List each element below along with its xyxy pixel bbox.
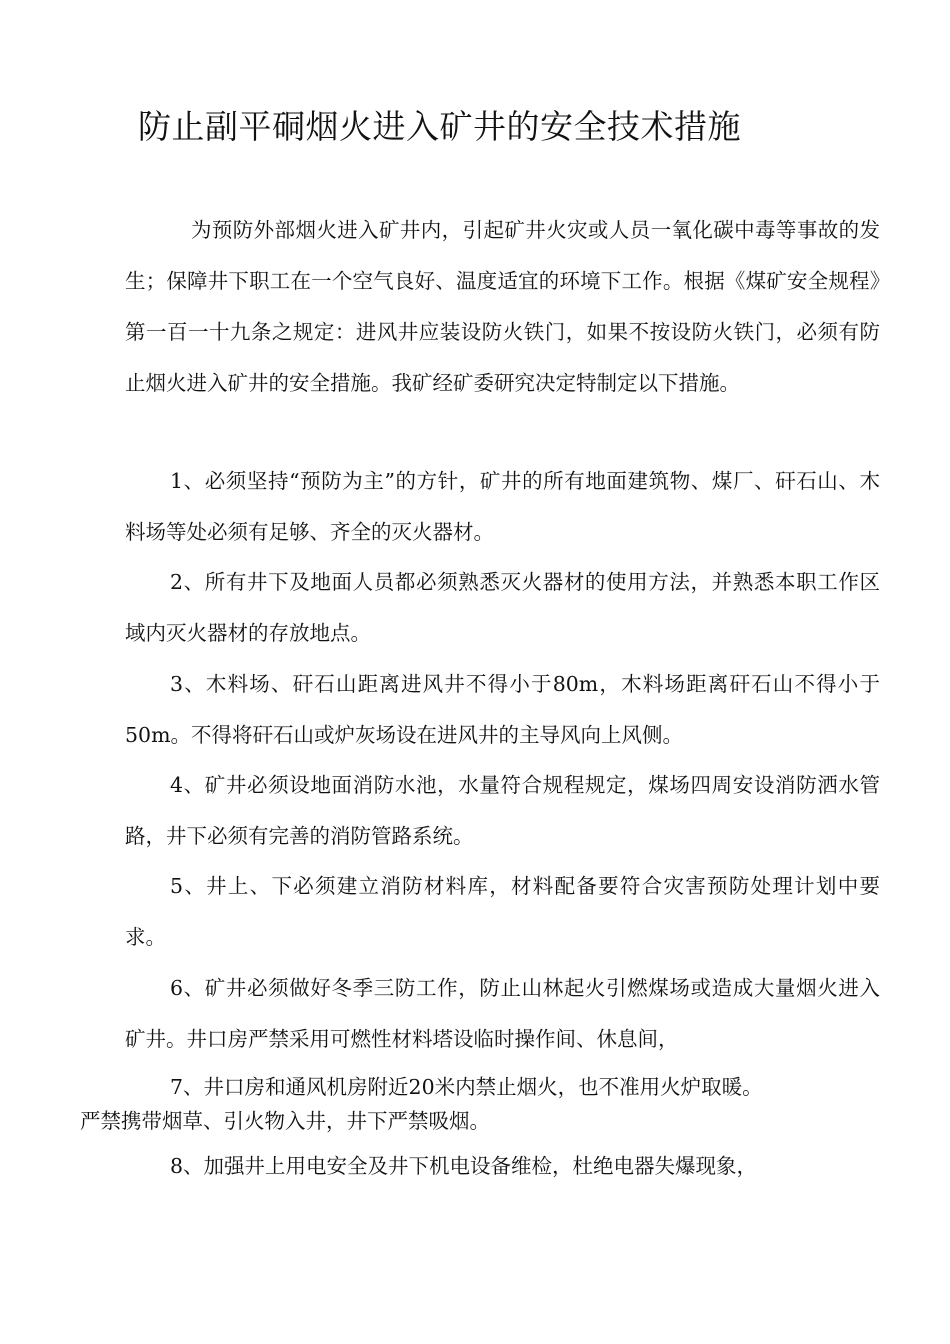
measure-item-4: 4、矿井必须设地面消防水池，水量符合规程规定，煤场四周安设消防洒水管路，井下必须有完善的消防管路系统。 [125, 773, 880, 848]
measure-item-8: 8、加强井上用电安全及井下机电设备维检，杜绝电器失爆现象， [170, 1154, 758, 1178]
measure-item-3: 3、木料场、矸石山距离进风井不得小于80m，木料场距离矸石山不得小于50m。不得将矸石山或炉灰场设在进风井的主导风向上风侧。 [125, 672, 880, 747]
measure-item-6: 6、矿井必须做好冬季三防工作，防止山林起火引燃煤场或造成大量烟火进入矿井。井口房严禁采用可燃性材料塔设临时操作间、休息间， [125, 976, 880, 1051]
measure-item-7-line-2: 严禁携带烟草、引火物入井，井下严禁吸烟。 [80, 1109, 490, 1133]
intro-paragraph: 为预防外部烟火进入矿井内，引起矿井火灾或人员一氧化碳中毒等事故的发生；保障井下职工在一个空气良好、温度适宜的环境下工作。根据《煤矿安全规程》第一百一十九条之规定：进风井应装设防火铁门，如果不按设防火铁门，必须有防止烟火进入矿井的安全措施。我矿经矿委研究决定特制定以下措施。 [125, 218, 880, 395]
measure-item-1: 1、必须坚持“预防为主”的方针，矿井的所有地面建筑物、煤厂、矸石山、木料场等处必须有足够、齐全的灭火器材。 [125, 469, 880, 544]
measure-item-5: 5、井上、下必须建立消防材料库，材料配备要符合灾害预防处理计划中要求。 [125, 874, 880, 949]
measure-item-2: 2、所有井下及地面人员都必须熟悉灭火器材的使用方法，并熟悉本职工作区域内灭火器材的存放地点。 [125, 570, 880, 645]
measure-item-7 [80, 1064, 880, 1136]
document-title: 防止副平硐烟火进入矿井的安全技术措施 [138, 107, 741, 146]
measure-item-7-line-1: 7、井口房和通风机房附近20米内禁止烟火，也不准用火炉取暖。 [170, 1075, 763, 1099]
